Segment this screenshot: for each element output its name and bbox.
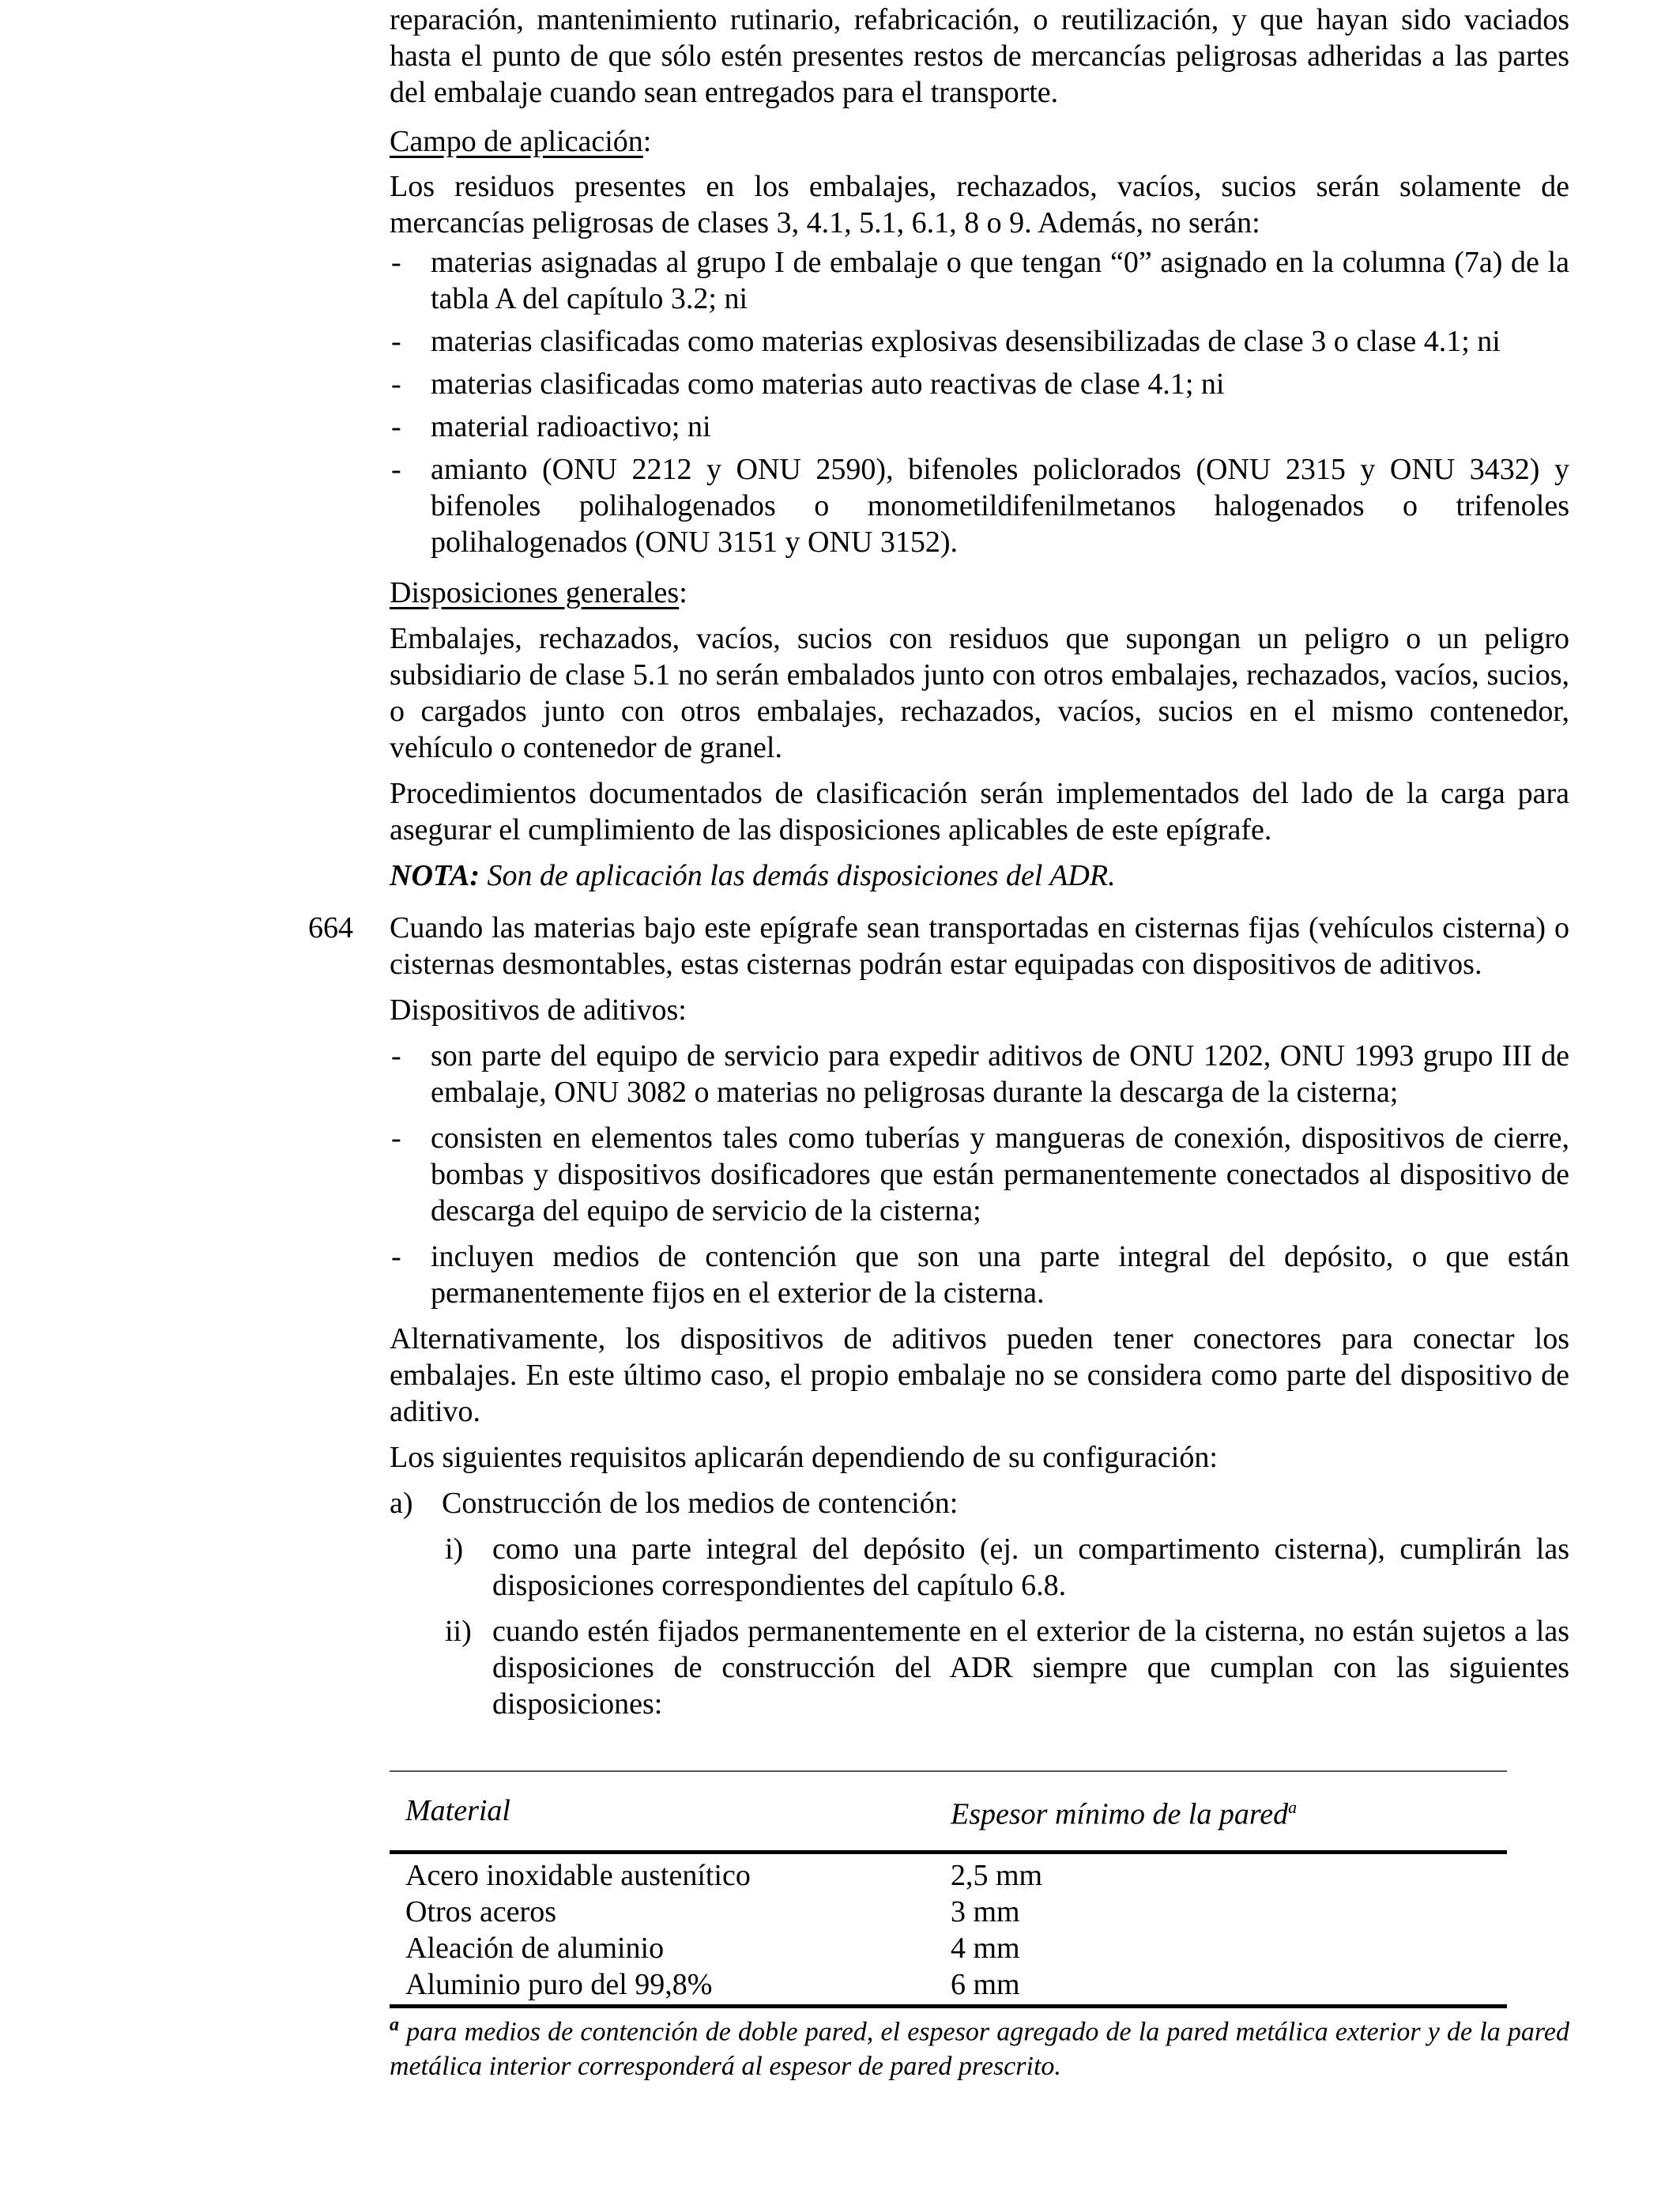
- dash-bullet: -: [391, 368, 401, 401]
- table-cell-thickness: 6 mm: [951, 1967, 1020, 2001]
- campo-list-item: [390, 409, 1569, 445]
- requisitos-paragraph: Los siguientes requisitos aplicarán dependiendo de su configuración:: [390, 1441, 1218, 1474]
- campo-list-item: [390, 366, 1569, 402]
- dash-bullet: -: [391, 246, 401, 279]
- campo-heading: Campo de aplicación: [390, 125, 643, 158]
- table-cell-material: Aleación de aluminio: [405, 1931, 665, 1965]
- campo-list-item-text: amianto (ONU 2212 y ONU 2590), bifenoles policlorados (ONU 2315 y ONU 3432) y bifenoles polihalogenados o monometildifenilmetanos halogenados o trifenoles polihalogenados (ONU 3151 y ONU 3152).: [431, 453, 1569, 559]
- campo-list-item-text: material radioactivo; ni: [431, 410, 711, 443]
- table-footnote: [390, 2007, 1569, 2084]
- wall-thickness-table: [390, 1770, 1507, 2008]
- campo-section: [390, 168, 1569, 560]
- requirement-ii-text: cuando estén fijados permanentemente en el exterior de la cisterna, no están sujetos a las disposiciones de construcción del ADR siempre que cumplan con las siguientes disposiciones:: [492, 1615, 1569, 1721]
- table-cell-material: Aluminio puro del 99,8%: [405, 1967, 713, 2001]
- footnote-mark: a: [390, 2015, 399, 2035]
- campo-list-item: [390, 244, 1569, 317]
- provision-664-section: [390, 910, 1569, 1722]
- dispositivos-list-item: [390, 1238, 1569, 1311]
- requirement-a-label: a): [390, 1487, 413, 1520]
- table-row: [390, 1894, 1507, 1930]
- campo-list-item-text: materias asignadas al grupo I de embalaje o que tengan “0” asignado en la columna (7a) de la tabla A del capítulo 3.2; ni: [431, 246, 1569, 315]
- generales-paragraph-1: Embalajes, rechazados, vacíos, sucios con residuos que supongan un peligro o un peligro subsidiario de clase 5.1 no serán embalados junto con otros embalajes, rechazados, vacíos, sucios, o cargados junto con otros embalajes, rechazados, vacíos, sucios en el mismo contenedor, vehículo o contenedor de granel.: [390, 622, 1569, 764]
- requirement-ii-label: ii): [445, 1615, 472, 1648]
- table-row: [390, 1930, 1507, 1966]
- generales-heading-colon: :: [679, 576, 687, 609]
- dash-bullet: -: [391, 1039, 401, 1072]
- table-header-thickness: Espesor mínimo de la pared$^a$: [951, 1797, 1298, 1831]
- requirement-a-text: Construcción de los medios de contención:: [442, 1487, 959, 1520]
- campo-heading-colon: :: [642, 125, 652, 158]
- table-row: [390, 1852, 1507, 1894]
- generales-heading-line: [390, 575, 1569, 611]
- table-cell-thickness: 3 mm: [951, 1894, 1020, 1928]
- table-header-footnote-mark: a: [1288, 1797, 1298, 1817]
- table-header-material: Material: [405, 1794, 510, 1828]
- generales-section: [390, 620, 1569, 894]
- table-cell-thickness: 2,5 mm: [951, 1858, 1043, 1892]
- generales-heading: Disposiciones generales: [390, 576, 680, 609]
- note-label: NOTA:: [390, 859, 480, 892]
- dash-bullet: -: [391, 410, 401, 443]
- intro-section: [390, 2, 1569, 111]
- campo-heading-line: [390, 123, 1569, 160]
- dash-bullet: -: [391, 453, 401, 486]
- alternativamente-paragraph: Alternativamente, los dispositivos de aditivos pueden tener conectores para conectar los embalajes. En este último caso, el propio embalaje no se considera como parte del dispositivo de aditivo.: [390, 1322, 1569, 1428]
- dispositivos-list-item: [390, 1038, 1569, 1110]
- intro-paragraph: reparación, mantenimiento rutinario, refabricación, o reutilización, y que hayan sido vaciados hasta el punto de que sólo estén presentes restos de mercancías peligrosas adheridas a las partes del embalaje cuando sean entregados para el transporte.: [390, 3, 1569, 109]
- dispositivos-heading: Dispositivos de aditivos:: [390, 993, 687, 1027]
- provision-664-paragraph: Cuando las materias bajo este epígrafe sean transportadas en cisternas fijas (vehículos cisterna) o cisternas desmontables, estas cisternas podrán estar equipadas con dispositivos de aditivos.: [390, 911, 1569, 981]
- dispositivos-list-item: [390, 1120, 1569, 1229]
- requirement-ii: [390, 1613, 1569, 1722]
- footnote-text: para medios de contención de doble pared, el espesor agregado de la pared metálica exterior y de la pared metálica interior corresponderá al espesor de pared prescrito.: [390, 2017, 1569, 2082]
- campo-list-item: [390, 451, 1569, 560]
- requirement-i-label: i): [445, 1532, 464, 1566]
- generales-note: [390, 858, 1569, 894]
- dash-bullet: -: [391, 325, 401, 358]
- dispositivos-list-item-text: incluyen medios de contención que son una parte integral del depósito, o que están permanentemente fijos en el exterior de la cisterna.: [431, 1240, 1569, 1310]
- campo-list-item-text: materias clasificadas como materias auto reactivas de clase 4.1; ni: [431, 368, 1225, 401]
- campo-list-item-text: materias clasificadas como materias explosivas desensibilizadas de clase 3 o clase 4.1; ni: [431, 325, 1501, 358]
- requirement-i-text: como una parte integral del depósito (ej. un compartimento cisterna), cumplirán las disposiciones correspondientes del capítulo 6.8.: [492, 1532, 1569, 1602]
- table-cell-material: Acero inoxidable austenítico: [405, 1858, 751, 1892]
- dispositivos-list-item-text: consisten en elementos tales como tuberías y mangueras de conexión, dispositivos de cierre, bombas y dispositivos dosificadores que están permanentemente conectados al dispositivo de descarga del equipo de servicio de la cisterna;: [431, 1122, 1569, 1227]
- table-header-row: [390, 1771, 1507, 1852]
- generales-paragraph-2: Procedimientos documentados de clasificación serán implementados del lado de la carga para asegurar el cumplimiento de las disposiciones aplicables de este epígrafe.: [390, 777, 1569, 846]
- campo-list-item: [390, 323, 1569, 360]
- dash-bullet: -: [391, 1240, 401, 1273]
- table-cell-material: Otros aceros: [405, 1894, 556, 1928]
- campo-paragraph: Los residuos presentes en los embalajes, rechazados, vacíos, sucios serán solamente de mercancías peligrosas de clases 3, 4.1, 5.1, 6.1, 8 o 9. Además, no serán:: [390, 170, 1569, 239]
- provision-number: 664: [308, 911, 353, 944]
- table-cell-thickness: 4 mm: [951, 1931, 1020, 1965]
- requirement-a: [390, 1485, 1569, 1521]
- dash-bullet: -: [391, 1122, 401, 1155]
- dispositivos-list-item-text: son parte del equipo de servicio para expedir aditivos de ONU 1202, ONU 1993 grupo III de embalaje, ONU 3082 o materias no peligrosas durante la descarga de la cisterna;: [431, 1039, 1569, 1109]
- requirement-i: [390, 1531, 1569, 1604]
- note-text: Son de aplicación las demás disposiciones del ADR.: [480, 859, 1116, 892]
- table-row: [390, 1966, 1507, 2007]
